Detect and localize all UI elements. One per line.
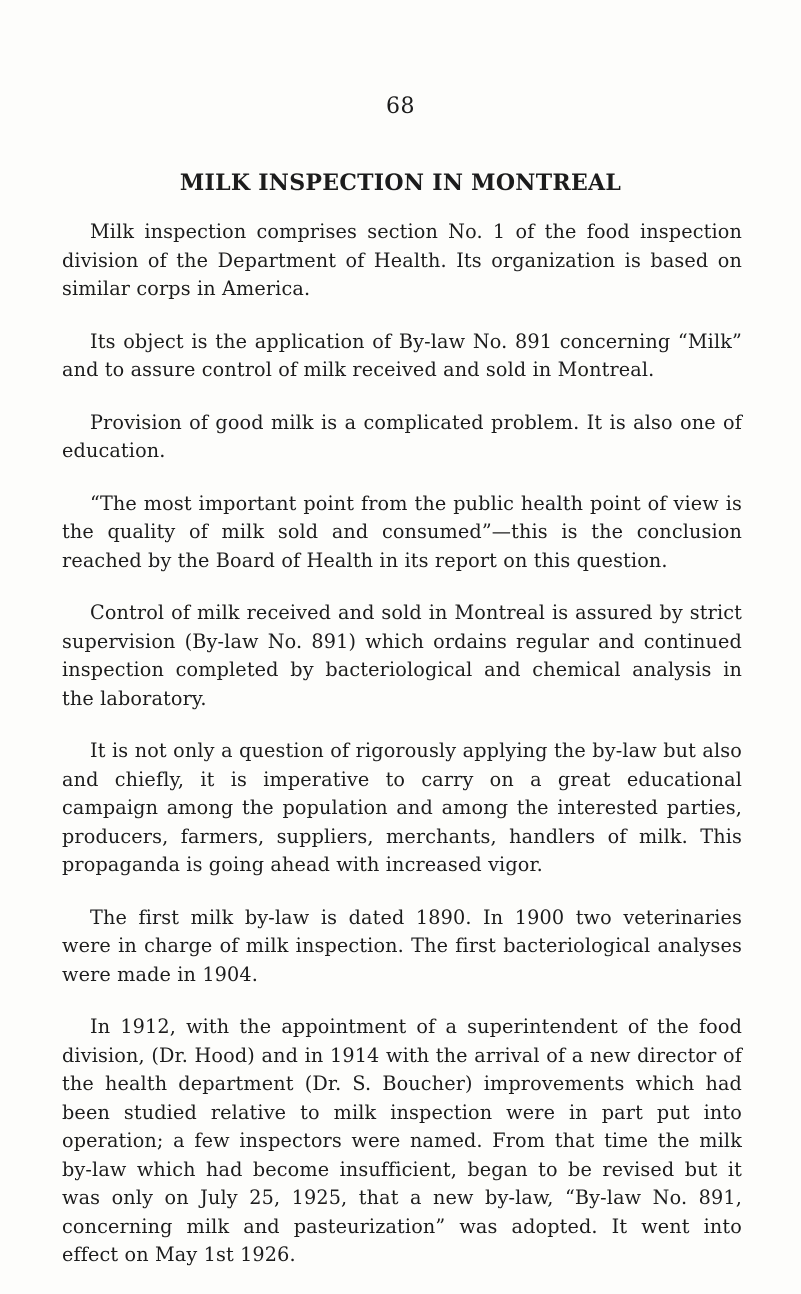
body-text [62,218,742,1294]
paragraph-5: Control of milk received and sold in Montreal is assured by strict supervision (By-law No. 891) which ordains regular and continued inspection completed by bacteriological and chemical analysis in the laboratory. [62,601,742,710]
paragraph-4: “The most important point from the public health point of view is the quality of milk sold and consumed”—this is the conclusion reached by the Board of Health in its report on this question. [62,491,742,572]
paragraph-3: Provision of good milk is a complicated problem. It is also one of education. [62,410,742,462]
paragraph-2: Its object is the application of By-law No. 891 concerning “Milk” and to assure control of milk received and sold in Montreal. [62,329,742,381]
paragraph-8: In 1912, with the appointment of a superintendent of the food division, (Dr. Hood) and in 1914 with the arrival of a new director of the health department (Dr. S. Boucher) improvements which had been studied relative to milk inspection were in part put into operation; a few inspectors were named. From that time the milk by-law which had become insufficient, began to be revised but it was only on July 25, 1925, that a new by-law, “By-law No. 891, concerning milk and pasteurization” was adopted. It went into effect on May 1st 1926. [62,1015,742,1266]
page-number: 68 [386,94,415,119]
paragraph-6: It is not only a question of rigorously applying the by-law but also and chiefly, it is imperative to carry on a great educational campaign among the population and among the interested parties, producers, farmers, suppliers, merchants, handlers of milk. This propaganda is going ahead with increased vigor. [62,739,742,876]
page-title: MILK INSPECTION IN MONTREAL [179,170,622,196]
paragraph-1: Milk inspection comprises section No. 1 of the food inspection division of the Department of Health. Its organization is based on similar corps in America. [62,220,742,300]
paragraph-7: The first milk by-law is dated 1890. In 1900 two veterinaries were in charge of milk inspection. The first bacteriological analyses were made in 1904. [62,905,742,986]
